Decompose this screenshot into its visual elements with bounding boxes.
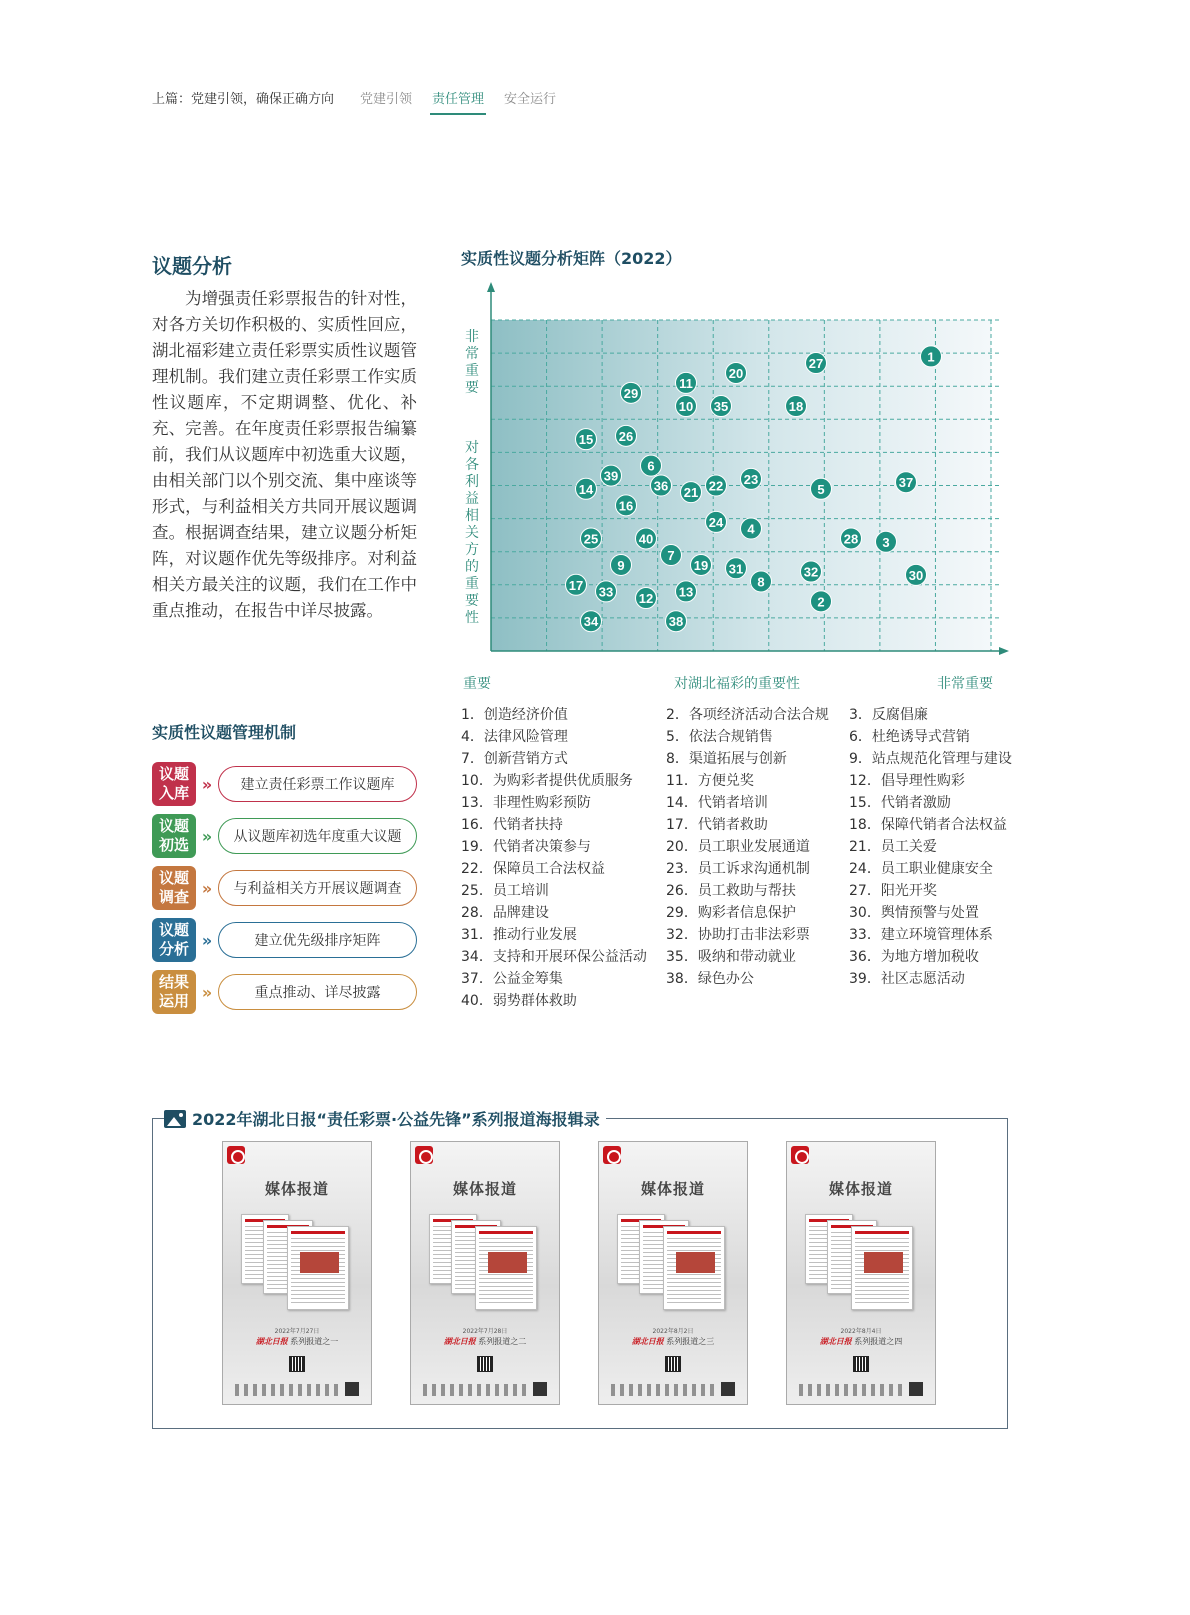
poster-footer (799, 1384, 905, 1396)
nav-item-party-building[interactable]: 党建引领 (360, 92, 413, 107)
issue-point-label: 6 (647, 458, 655, 474)
poster-date: 2022年7月28日 (462, 1328, 508, 1335)
issue-point-label: 24 (708, 514, 724, 530)
double-chevron-icon: » (201, 826, 213, 846)
legend-item: 2．各项经济活动合法合规 (666, 707, 829, 723)
legend-item: 9．站点规范化管理与建设 (849, 751, 1012, 767)
legend-item: 15．代销者激励 (849, 795, 951, 811)
issue-point-label: 33 (598, 584, 614, 600)
lottery-logo-icon (791, 1146, 809, 1164)
mechanism-step-tag: 议题初选 (152, 814, 196, 858)
y-axis-arrow-icon (487, 282, 495, 292)
legend-item: 23．员工诉求沟通机制 (666, 861, 810, 877)
legend-item: 35．吸纳和带动就业 (666, 949, 796, 965)
issue-point-label: 21 (683, 485, 699, 501)
double-chevron-icon: » (201, 930, 213, 950)
newspaper-image (475, 1226, 537, 1310)
mechanism-step-tag: 议题入库 (152, 762, 196, 806)
poster-4 (786, 1141, 936, 1405)
poster-heading: 媒体报道 (452, 1180, 517, 1198)
issue-legend (461, 706, 1031, 1011)
poster-date: 2022年8月2日 (652, 1328, 694, 1335)
part-title: 上篇：党建引领，确保正确方向 (152, 92, 335, 107)
lottery-logo-icon (603, 1146, 621, 1164)
issue-point-label: 15 (578, 432, 594, 448)
issue-point-label: 16 (618, 498, 634, 514)
legend-item: 8．渠道拓展与创新 (666, 751, 787, 767)
issue-point-label: 22 (708, 478, 724, 494)
x-axis-max-label: 非常重要 (937, 676, 993, 692)
issue-point-label: 13 (678, 584, 694, 600)
mechanism-step-text: 建立优先级排序矩阵 (218, 922, 417, 958)
mechanism-step-text: 建立责任彩票工作议题库 (218, 766, 417, 802)
mechanism-steps (152, 758, 417, 1018)
x-axis-label: 对湖北福彩的重要性 (674, 676, 800, 692)
x-axis-arrow-icon (999, 647, 1009, 655)
qr-code-icon (345, 1382, 359, 1396)
x-axis-min-label: 重要 (463, 676, 491, 692)
poster-1 (222, 1141, 372, 1405)
mechanism-step-text: 从议题库初选年度重大议题 (218, 818, 417, 854)
qr-code-icon (289, 1356, 305, 1372)
qr-code-icon (665, 1356, 681, 1372)
issue-point-label: 23 (743, 471, 759, 487)
legend-item: 36．为地方增加税收 (849, 949, 979, 965)
issue-point-label: 10 (678, 399, 694, 415)
issue-point-label: 32 (803, 564, 819, 580)
newspaper-image (663, 1226, 725, 1310)
mechanism-step-text: 重点推动、详尽披露 (218, 974, 417, 1010)
poster-footer (423, 1384, 529, 1396)
lottery-logo-icon (415, 1146, 433, 1164)
legend-item: 16．代销者扶持 (461, 817, 563, 833)
legend-item: 31．推动行业发展 (461, 927, 577, 943)
issue-point-label: 29 (623, 385, 639, 401)
issue-point-label: 18 (788, 399, 804, 415)
issue-point-label: 2 (817, 594, 825, 610)
legend-item: 13．非理性购彩预防 (461, 795, 591, 811)
legend-item: 18．保障代销者合法权益 (849, 817, 1007, 833)
legend-item: 4．法律风险管理 (461, 729, 568, 745)
issue-point-label: 34 (583, 614, 599, 630)
legend-item: 17．代销者救助 (666, 817, 768, 833)
qr-code-icon (533, 1382, 547, 1396)
legend-item: 33．建立环境管理体系 (849, 927, 993, 943)
poster-series: 湖北日报 系列报道之四 (819, 1336, 903, 1346)
issue-point-label: 9 (617, 557, 625, 573)
lottery-logo-icon (227, 1146, 245, 1164)
legend-item: 25．员工培训 (461, 883, 549, 899)
legend-item: 37．公益金筹集 (461, 971, 563, 987)
mechanism-step-2 (152, 810, 417, 862)
issue-point-label: 12 (638, 591, 654, 607)
nav-item-responsibility-management[interactable]: 责任管理 (432, 88, 484, 107)
poster-gallery-title-text: 2022年湖北日报“责任彩票·公益先锋”系列报道海报辑录 (192, 1110, 600, 1129)
issue-point-label: 39 (603, 468, 619, 484)
issue-point-label: 40 (638, 531, 654, 547)
issue-analysis-title: 议题分析 (152, 254, 232, 278)
issue-point-label: 27 (808, 356, 824, 372)
legend-item: 39．社区志愿活动 (849, 971, 965, 987)
legend-item: 10．为购彩者提供优质服务 (461, 773, 633, 789)
qr-code-icon (721, 1382, 735, 1396)
issue-point-label: 7 (667, 548, 675, 564)
legend-item: 1．创造经济价值 (461, 707, 568, 723)
poster-heading: 媒体报道 (264, 1180, 329, 1198)
legend-item: 22．保障员工合法权益 (461, 861, 605, 877)
mechanism-step-4 (152, 914, 417, 966)
legend-item: 34．支持和开展环保公益活动 (461, 949, 647, 965)
legend-item: 11．方便兑奖 (666, 773, 754, 789)
issue-point-label: 14 (578, 481, 594, 497)
issue-point-label: 25 (583, 531, 599, 547)
legend-item: 12．倡导理性购彩 (849, 773, 965, 789)
poster-2 (410, 1141, 560, 1405)
issue-analysis-body: 为增强责任彩票报告的针对性，对各方关切作积极的、实质性回应，湖北福彩建立责任彩票实质性议题管理机制。我们建立责任彩票工作实质性议题库，不定期调整、优化、补充、完善。在年度责任彩票报告编纂前，我们从议题库中初选重大议题，由相关部门以个别交流、集中座谈等形式，与利益相关方共同开展议题调查。根据调查结果，建立议题分析矩阵，对议题作优先等级排序。对利益相关方最关注的议题，我们在工作中重点推动，在报告中详尽披露。 (152, 289, 417, 620)
top-navigation (152, 88, 576, 107)
qr-code-icon (477, 1356, 493, 1372)
mechanism-step-tag: 议题分析 (152, 918, 196, 962)
legend-item: 24．员工职业健康安全 (849, 861, 993, 877)
poster-footer (235, 1384, 341, 1396)
mechanism-step-tag: 议题调查 (152, 866, 196, 910)
legend-item: 32．协助打击非法彩票 (666, 927, 810, 943)
materiality-matrix (455, 280, 1015, 665)
legend-item: 3．反腐倡廉 (849, 707, 928, 723)
poster-series: 湖北日报 系列报道之二 (443, 1336, 527, 1346)
qr-code-icon (853, 1356, 869, 1372)
issue-point-label: 26 (618, 428, 634, 444)
y-axis-max-label: 非 常 重 要 (465, 329, 479, 396)
nav-item-safe-operation[interactable]: 安全运行 (504, 92, 557, 107)
legend-item: 21．员工关爱 (849, 839, 937, 855)
mechanism-step-tag: 结果运用 (152, 970, 196, 1014)
issue-point-label: 36 (653, 478, 669, 494)
legend-item: 26．员工救助与帮扶 (666, 883, 796, 899)
issue-point-label: 11 (679, 375, 693, 391)
y-axis-label: 对 各 利 益 相 关 方 的 重 要 性 (465, 440, 479, 626)
matrix-title: 实质性议题分析矩阵（2022） (461, 249, 682, 268)
mechanism-step-5 (152, 966, 417, 1018)
poster-series: 湖北日报 系列报道之一 (255, 1336, 339, 1346)
poster-series: 湖北日报 系列报道之三 (631, 1336, 715, 1346)
issue-point-label: 4 (747, 521, 755, 537)
legend-item: 30．舆情预警与处置 (849, 905, 979, 921)
poster-3 (598, 1141, 748, 1405)
issue-point-label: 30 (908, 567, 924, 583)
issue-point-label: 37 (898, 475, 914, 491)
issue-point-label: 35 (713, 399, 729, 415)
legend-item: 38．绿色办公 (666, 971, 754, 987)
legend-item: 40．弱势群体救助 (461, 993, 577, 1009)
legend-item: 27．阳光开奖 (849, 883, 937, 899)
poster-date: 2022年8月4日 (840, 1328, 882, 1335)
double-chevron-icon: » (201, 878, 213, 898)
legend-item: 20．员工职业发展通道 (666, 839, 810, 855)
legend-item: 28．品牌建设 (461, 905, 549, 921)
legend-item: 29．购彩者信息保护 (666, 905, 796, 921)
double-chevron-icon: » (201, 982, 213, 1002)
issue-point-label: 38 (668, 614, 684, 630)
poster-footer (611, 1384, 717, 1396)
legend-item: 5．依法合规销售 (666, 729, 773, 745)
legend-item: 14．代销者培训 (666, 795, 768, 811)
issue-point-label: 5 (817, 481, 825, 497)
mechanism-step-text: 与利益相关方开展议题调查 (218, 870, 417, 906)
poster-heading: 媒体报道 (640, 1180, 705, 1198)
issue-point-label: 3 (882, 534, 890, 550)
newspaper-image (851, 1226, 913, 1310)
poster-date: 2022年7月27日 (274, 1328, 320, 1335)
issue-point-label: 17 (568, 577, 584, 593)
newspaper-image (287, 1226, 349, 1310)
issue-point-label: 8 (757, 574, 765, 590)
issue-point-label: 1 (927, 349, 935, 365)
legend-item: 19．代销者决策参与 (461, 839, 591, 855)
issue-point-label: 20 (728, 365, 744, 381)
legend-item: 6．杜绝诱导式营销 (849, 729, 970, 745)
poster-heading: 媒体报道 (828, 1180, 893, 1198)
issue-point-label: 31 (728, 561, 744, 577)
mechanism-step-3 (152, 862, 417, 914)
poster-gallery-title (164, 1107, 606, 1130)
issue-point-label: 28 (843, 531, 859, 547)
qr-code-icon (909, 1382, 923, 1396)
mechanism-step-1 (152, 758, 417, 810)
picture-icon (164, 1110, 186, 1128)
double-chevron-icon: » (201, 774, 213, 794)
issue-point-label: 19 (693, 557, 709, 573)
mechanism-title: 实质性议题管理机制 (152, 723, 297, 742)
legend-item: 7．创新营销方式 (461, 751, 568, 767)
